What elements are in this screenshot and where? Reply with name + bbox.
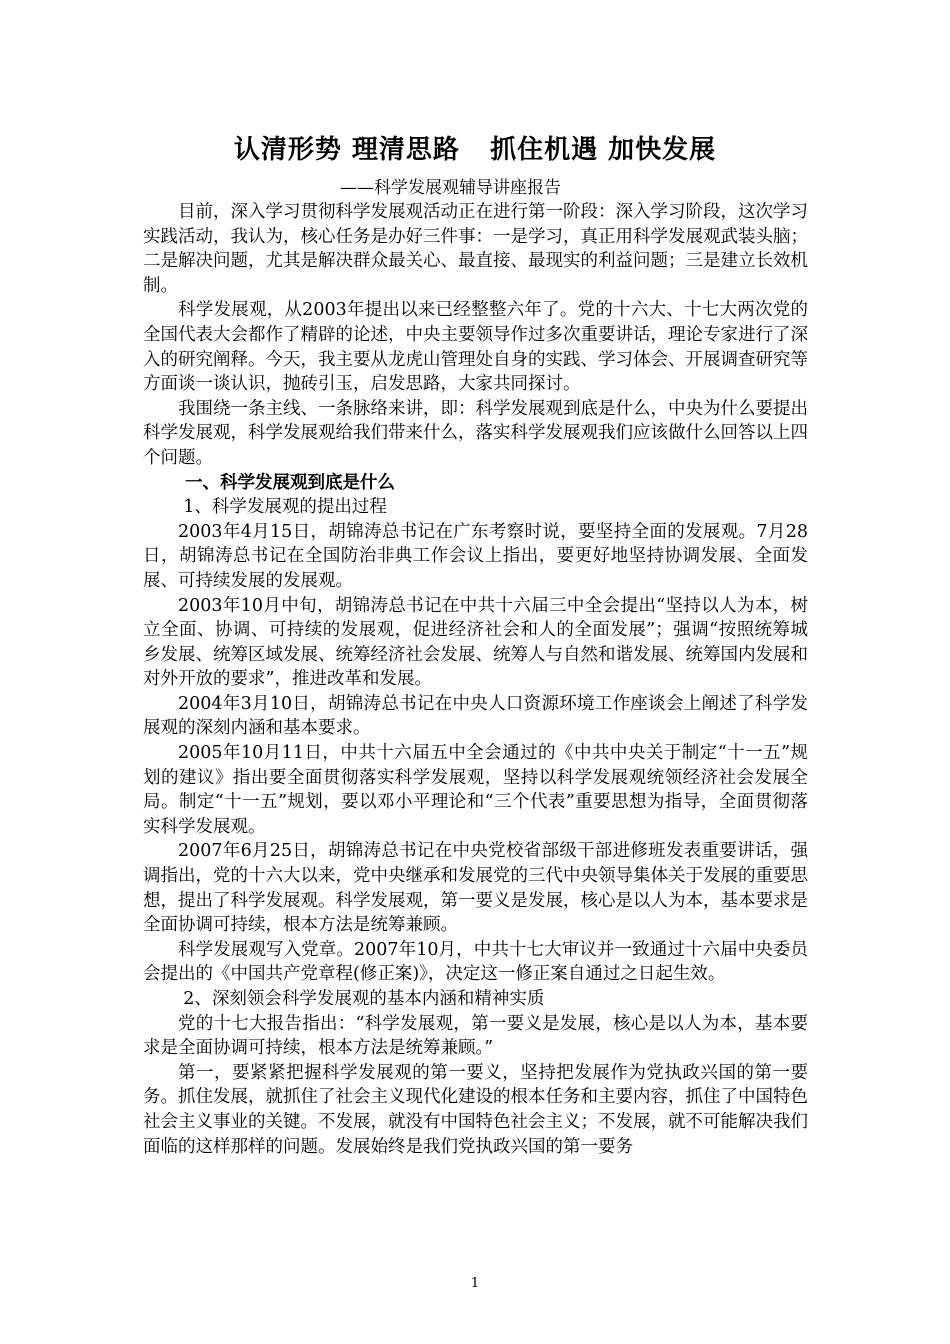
- document-subtitle: ——科学发展观辅导讲座报告: [340, 178, 561, 198]
- subsection-heading: 1、科学发展观的提出过程: [183, 497, 387, 518]
- page-number: 1: [470, 1276, 480, 1291]
- paragraph: 目前，深入学习贯彻科学发展观活动正在进行第一阶段：深入学习阶段，这次学习实践活动，我认为，核心任务是办好三件事：一是学习，真正用科学发展观武装头脑；二是解决问题，尤其是解决群众最关心、最直接、最现实的利益问题；三是建立长效机制。: [143, 202, 808, 296]
- paragraph: 2005年10月11日，中共十六届五中全会通过的《中共中央关于制定“十一五”规划的建议》指出要全面贯彻落实科学发展观，坚持以科学发展观统领经济社会发展全局。制定“十一五”规划，要以邓小平理论和“三个代表”重要思想为指导，全面贯彻落实科学发展观。: [143, 743, 808, 837]
- subsection-heading: 2、深刻领会科学发展观的基本内涵和精神实质: [183, 989, 545, 1009]
- paragraph: 第一，要紧紧把握科学发展观的第一要义，坚持把发展作为党执政兴国的第一要务。抓住发展，就抓住了社会主义现代化建设的根本任务和主要内容，抓住了中国特色社会主义事业的关键。不发展，就没有中国特色社会主义；不发展，就不可能解决我们面临的这样那样的问题。发展始终是我们党执政兴国的第一要务: [143, 1062, 808, 1157]
- paragraph: 2003年4月15日，胡锦涛总书记在广东考察时说，要坚持全面的发展观。7月28日，胡锦涛总书记在全国防治非典工作会议上指出，要更好地坚持协调发展、全面发展、可持续发展的发展观。: [143, 521, 808, 591]
- paragraph: 2007年6月25日，胡锦涛总书记在中央党校省部级干部进修班发表重要讲话，强调指出，党的十六大以来，党中央继承和发展党的三代中央领导集体关于发展的重要思想，提出了科学发展观。科学发展观，第一要义是发展，核心是以人为本，基本要求是全面协调可持续，根本方法是统筹兼顾。: [143, 841, 808, 936]
- paragraph: 党的十七大报告指出：“科学发展观，第一要义是发展，核心是以人为本，基本要求是全面协调可持续，根本方法是统筹兼顾。”: [143, 1013, 808, 1059]
- document-title: 认清形势 理清思路 抓住机遇 加快发展: [233, 135, 717, 165]
- paragraph: 科学发展观写入党章。2007年10月，中共十七大审议并一致通过十六届中央委员会提出的《中国共产党章程(修正案)》，决定这一修正案自通过之日起生效。: [143, 939, 808, 985]
- paragraph: 我围绕一条主线、一条脉络来讲，即：科学发展观到底是什么，中央为什么要提出科学发展观，科学发展观给我们带来什么，落实科学发展观我们应该做什么回答以上四个问题。: [143, 398, 808, 468]
- paragraph: 科学发展观，从2003年提出以来已经整整六年了。党的十六大、十七大两次党的全国代表大会都作了精辟的论述，中央主要领导作过多次重要讲话，理论专家进行了深入的研究阐释。今天，我主要从龙虎山管理处自身的实践、学习体会、开展调查研究等方面谈一谈认识，抛砖引玉，启发思路，大家共同探讨。: [143, 300, 808, 395]
- section-heading: 一、科学发展观到底是什么: [185, 472, 395, 493]
- document-body: [143, 200, 808, 1159]
- paragraph: 2004年3月10日，胡锦涛总书记在中央人口资源环境工作座谈会上阐述了科学发展观的深刻内涵和基本要求。: [143, 693, 808, 739]
- paragraph: 2003年10月中旬，胡锦涛总书记在中共十六届三中全会提出“坚持以人为本，树立全面、协调、可持续的发展观，促进经济社会和人的全面发展”；强调“按照统筹城乡发展、统筹区域发展、统筹经济社会发展、统筹人与自然和谐发展、统筹国内发展和对外开放的要求”，推进改革和发展。: [143, 595, 808, 690]
